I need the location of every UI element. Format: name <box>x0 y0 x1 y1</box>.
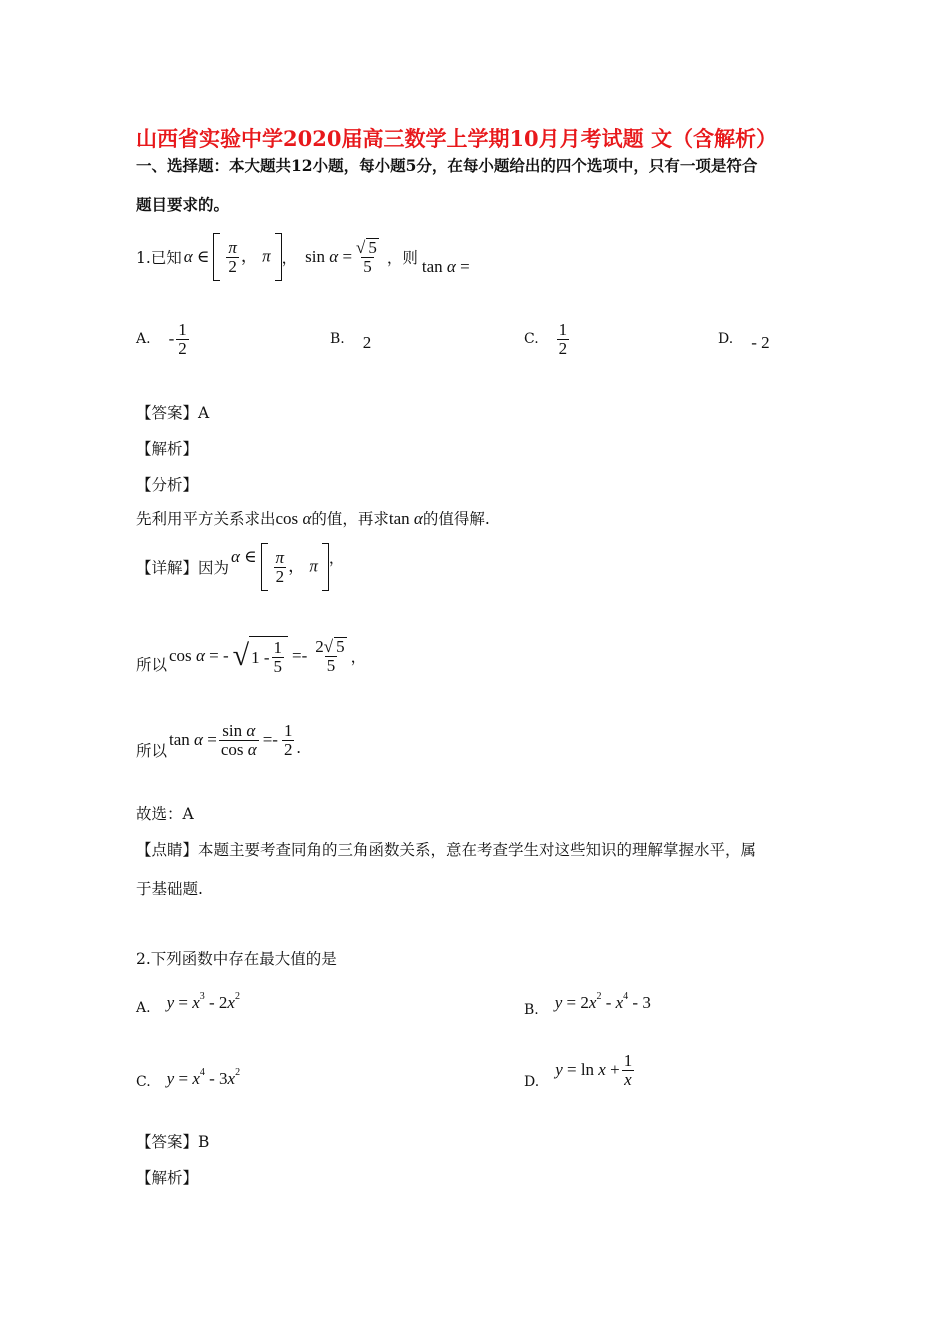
formula-tan: tan α = <box>421 257 470 276</box>
q2-option-c[interactable]: C. $y = x^4 - 3x^2$ <box>136 1067 241 1090</box>
formula-in: ∈ <box>196 247 210 266</box>
section-heading-line2: 题目要求的。 <box>136 195 230 214</box>
q1-option-a[interactable]: A. - $\frac{1}{2}$ <box>136 319 187 358</box>
q2-option-d[interactable]: D. y = ln x + $\frac{1}{x}$ <box>524 1050 633 1090</box>
q1-prefix: 1.已知 <box>136 249 182 267</box>
document-title: 山西省实验中学2020届高三数学上学期10月月考试题 文（含解析） <box>136 126 777 151</box>
formula-sin: sin α = <box>305 247 353 266</box>
q1-dianjing-line2: 于基础题. <box>136 880 203 898</box>
q1-jiexi-label: 【解析】 <box>136 440 199 458</box>
q1-choice: 故选：A <box>136 805 194 823</box>
q2-option-b[interactable]: B. $y = 2x^2 - x^4 - 3$ <box>524 991 651 1018</box>
q1-tan-derivation: 所以 tan α = $\frac{\text{sin α}}{\text{cos α}}$ =- $\frac{1}{2}$ . <box>136 720 301 760</box>
question-1-stem: 1.已知 α ∈ $\frac{\pi}{2}$ ， π ， sin α = $\frac{√ 5}{5}$ ，则 tan α = <box>136 232 470 282</box>
formula-interval: $\frac{\pi}{2}$ ， π <box>228 237 271 276</box>
q1-dianjing-line1: 【点睛】本题主要考查同角的三角函数关系，意在考查学生对这些知识的理解掌握水平，属 <box>136 841 757 859</box>
q1-option-b[interactable]: B. 2 <box>330 331 372 352</box>
q1-answer: 【答案】A <box>136 404 210 422</box>
q2-jiexi-label: 【解析】 <box>136 1169 199 1187</box>
q2-option-a[interactable]: A. $y = x^3 - 2x^2$ <box>136 991 240 1016</box>
q1-cos-derivation: 所以 cos α = - √ 1 - $\frac{1}{5}$ =- $\frac{2√ 5}{5}$ ， <box>136 637 367 676</box>
question-2-stem: 2.下列函数中存在最大值的是 <box>136 950 337 968</box>
q1-option-d[interactable]: D. - 2 <box>718 331 770 352</box>
q1-options <box>136 315 816 365</box>
formula-alpha: α <box>183 247 193 266</box>
q1-fenxi-text: 先利用平方关系求出cos α的值，再求tan α的值得解. <box>136 509 490 528</box>
left-bracket <box>213 233 220 281</box>
section-heading-line1: 一、选择题：本大题共12小题，每小题5分，在每小题给出的四个选项中，只有一项是符合 <box>136 156 758 175</box>
right-bracket <box>275 233 282 281</box>
q1-fenxi-label: 【分析】 <box>136 476 199 494</box>
q2-answer: 【答案】B <box>136 1133 210 1151</box>
q1-option-c[interactable]: C. $\frac{1}{2}$ <box>524 319 568 358</box>
formula-root5-over-5: $\frac{√ 5}{5}$ <box>356 238 377 276</box>
sqrt-sign: √ <box>232 639 250 672</box>
q1-xiangjie: 【详解】因为 α ∈ $\frac{\pi}{2}$ ， π ， <box>136 542 344 592</box>
